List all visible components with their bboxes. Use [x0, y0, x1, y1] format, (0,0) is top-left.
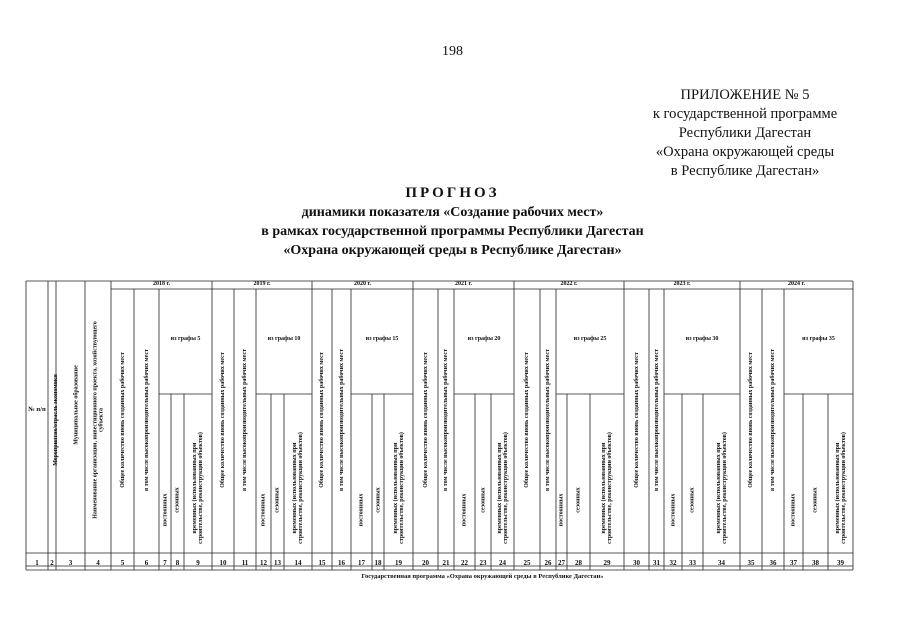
column-number: 6: [144, 559, 149, 567]
column-number: 9: [196, 559, 200, 567]
column-number: 3: [68, 559, 73, 567]
column-number: 21: [442, 559, 450, 567]
column-header-temporary: временных (использованных при строительстве, реконструкции объектов): [191, 432, 204, 544]
page-number: 198: [442, 44, 463, 59]
column-header-high-productivity: в том числе высокопроизводительных рабочих мест: [544, 349, 551, 491]
column-number: 11: [241, 559, 249, 567]
column-number: 31: [653, 559, 660, 567]
column-number: 36: [769, 559, 777, 567]
column-number: 8: [175, 559, 180, 567]
column-number: 4: [96, 559, 100, 567]
column-header-seasonal: сезонных: [575, 487, 582, 513]
column-header-total-jobs: Общее количество вновь созданных рабочих мест: [633, 352, 640, 488]
column-header-high-productivity: в том числе высокопроизводительных рабочих мест: [338, 349, 345, 491]
from-graph-header: из графы 35: [802, 336, 835, 342]
column-number: 28: [575, 559, 582, 567]
column-header-temporary: временных (использованных при строительстве, реконструкции объектов): [392, 432, 405, 544]
column-header-temporary: временных (использованных при строительстве, реконструкции объектов): [291, 432, 304, 544]
column-number: 1: [35, 559, 39, 567]
column-number: 38: [812, 559, 819, 567]
year-header: 2020 г.: [353, 280, 372, 287]
year-header: 2023 г.: [673, 280, 691, 287]
year-header: 2022 г.: [560, 280, 578, 287]
column-header-permanent: постоянных: [358, 493, 365, 527]
title-line: в рамках государственной программы Республики Дагестан: [261, 224, 644, 239]
appendix-line: ПРИЛОЖЕНИЕ № 5: [680, 87, 810, 103]
column-header-total-jobs: Общее количество вновь созданных рабочих мест: [422, 352, 429, 488]
column-number: 22: [461, 559, 468, 567]
column-number: 33: [689, 559, 696, 567]
column-number: 37: [790, 559, 797, 567]
from-graph-header: из графы 30: [685, 336, 719, 342]
from-graph-header: из графы 15: [365, 336, 399, 342]
column-header-permanent: постоянных: [669, 493, 676, 527]
from-graph-header: из графы 10: [267, 336, 301, 342]
column-number: 30: [633, 559, 640, 567]
column-number: 10: [219, 559, 227, 567]
column-number: 19: [395, 559, 402, 567]
column-number: 2: [50, 559, 54, 567]
title-line: ПРОГНОЗ: [405, 185, 500, 201]
column-header-permanent: постоянных: [461, 493, 468, 527]
program-footer-row: Государственная программа «Охрана окружающей среды в Республике Дагестан»: [361, 573, 604, 580]
column-header-seasonal: сезонных: [812, 487, 819, 513]
column-number: 23: [479, 559, 487, 567]
column-header-permanent: постоянных: [558, 493, 565, 527]
column-header-total-jobs: Общее количество вновь созданных рабочих мест: [318, 352, 325, 488]
column-header-total-jobs: Общее количество вновь созданных рабочих мест: [523, 352, 530, 488]
column-number: 39: [837, 559, 844, 567]
column-header-high-productivity: в том числе высокопроизводительных рабочих мест: [143, 349, 150, 491]
column-number: 7: [163, 559, 167, 567]
column-header-high-productivity: в том числе высокопроизводительных рабочих мест: [653, 349, 660, 491]
year-header: 2021 г.: [454, 280, 473, 287]
column-header-total-jobs: Общее количество вновь созданных рабочих мест: [747, 352, 754, 488]
column-header-permanent: постоянных: [161, 493, 168, 527]
column-number: 16: [338, 559, 345, 567]
column-number: 32: [669, 559, 677, 567]
appendix-line: «Охрана окружающей среды: [655, 144, 835, 160]
column-number: 15: [318, 559, 326, 567]
from-graph-header: из графы 20: [467, 336, 501, 342]
column-header-measure: Мероприятие/отрасль экономики: [52, 374, 59, 466]
column-header-high-productivity: в том числе высокопроизводительных рабочих мест: [769, 349, 776, 491]
year-header: 2018 г.: [152, 280, 171, 287]
column-number: 18: [374, 559, 382, 567]
from-graph-header: из графы 5: [170, 336, 201, 342]
column-header-temporary: временных (использованных при строительстве, реконструкции объектов): [496, 432, 509, 544]
column-number: 35: [747, 559, 755, 567]
column-header-permanent: постоянных: [790, 493, 797, 527]
column-header-seasonal: сезонных: [480, 487, 487, 513]
column-header-seasonal: сезонных: [174, 487, 181, 513]
column-number: 25: [523, 559, 531, 567]
title-line: «Охрана окружающей среды в Республике Дагестан»: [283, 243, 622, 258]
column-number: 26: [544, 559, 552, 567]
appendix-line: Республики Дагестан: [678, 125, 812, 141]
column-header-seasonal: сезонных: [274, 487, 281, 513]
column-number: 12: [260, 559, 267, 567]
column-number: 29: [603, 559, 611, 567]
column-header-number: № п/п: [28, 406, 46, 413]
column-number: 24: [499, 559, 506, 567]
column-number: 14: [294, 559, 302, 567]
column-header-high-productivity: в том числе высокопроизводительных рабочих мест: [442, 349, 449, 491]
column-number: 13: [274, 559, 281, 567]
title-line: динамики показателя «Создание рабочих мест»: [301, 205, 604, 220]
year-header: 2019 г.: [253, 280, 271, 287]
column-number: 20: [422, 559, 429, 567]
column-header-total-jobs: Общее количество вновь созданных рабочих мест: [119, 352, 126, 488]
column-number: 34: [718, 559, 725, 567]
column-header-seasonal: сезонных: [689, 487, 696, 513]
year-header: 2024 г.: [787, 280, 806, 287]
column-header-seasonal: сезонных: [375, 487, 382, 513]
column-number: 17: [358, 559, 365, 567]
column-header-temporary: временных (использованных при строительстве, реконструкции объектов): [600, 432, 613, 544]
column-header-temporary: временных (использованных при строительстве, реконструкции объектов): [834, 432, 847, 544]
column-header-permanent: постоянных: [260, 493, 267, 527]
column-number: 5: [120, 559, 125, 567]
column-header-temporary: временных (использованных при строительстве, реконструкции объектов): [715, 432, 728, 544]
column-header-high-productivity: в том числе высокопроизводительных рабочих мест: [241, 349, 248, 491]
column-header-municipality: Муниципальное образование: [73, 365, 80, 445]
appendix-line: в Республике Дагестан»: [670, 163, 820, 179]
column-header-organization: Наименование организации, инвестиционного проекта, хозяйствующего субъекта: [92, 321, 105, 519]
from-graph-header: из графы 25: [573, 336, 607, 342]
column-number: 27: [558, 559, 565, 567]
appendix-line: к государственной программе: [652, 106, 838, 122]
column-header-total-jobs: Общее количество вновь созданных рабочих мест: [219, 352, 226, 488]
